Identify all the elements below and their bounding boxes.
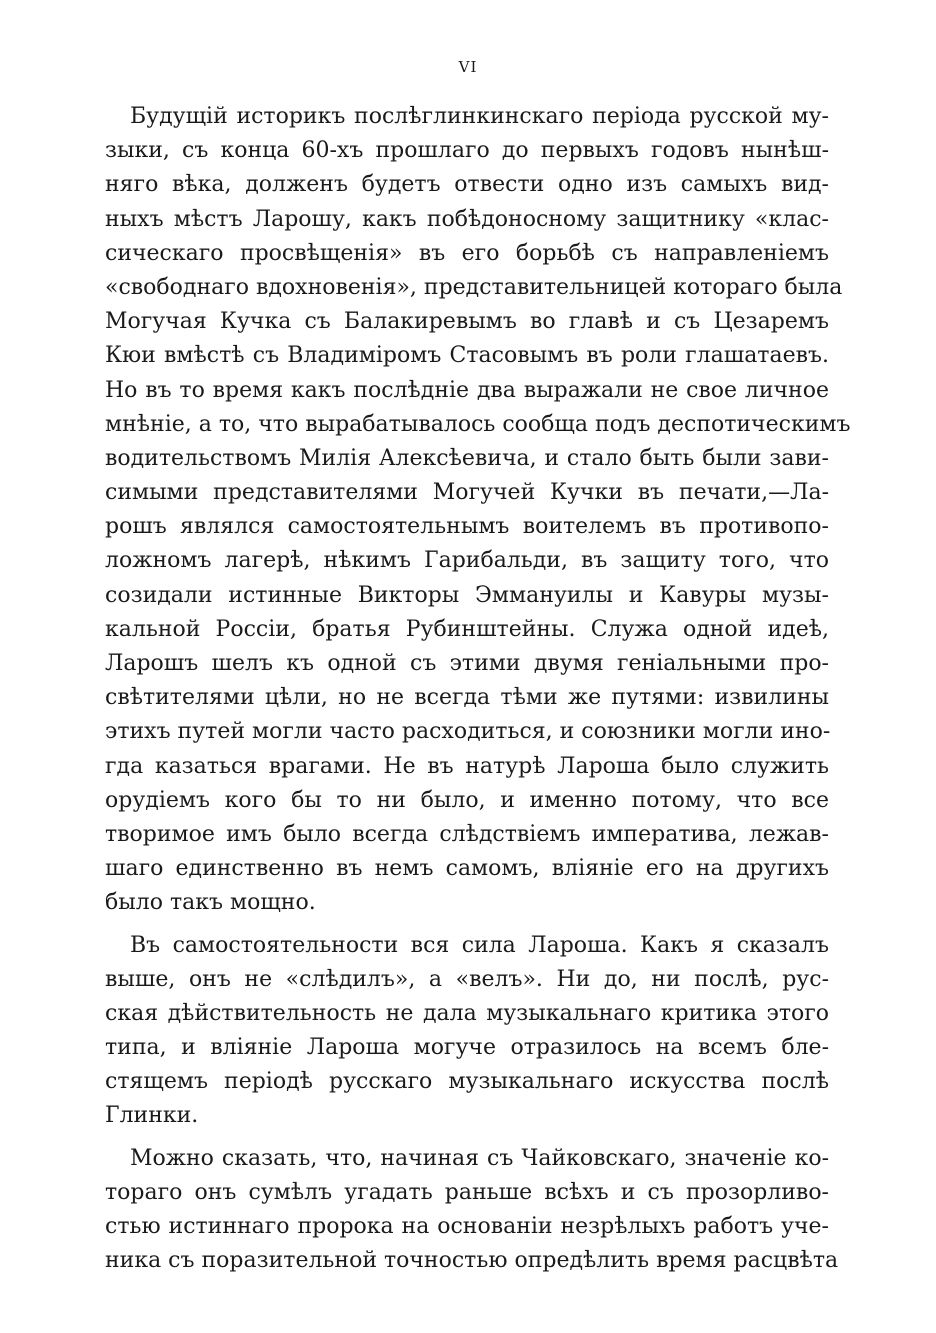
text-line: ская дѣйствительность не дала музыкальнаго критика этого [105, 1000, 829, 1026]
text-line: ныхъ мѣстъ Ларошу, какъ побѣдоносному защитнику «клас- [105, 206, 829, 232]
paragraph-1 [105, 100, 851, 921]
paragraph-gap [105, 1134, 829, 1142]
text-line: мнѣніе, а то, что вырабатывалось сообща подъ деспотическимъ [105, 411, 851, 437]
text-line: Будущій историкъ послѣглинкинскаго періода русской му- [130, 104, 829, 129]
text-line: созидали истинные Викторы Эммануилы и Кавуры музы- [105, 582, 829, 608]
text-line: Можно сказать, что, начиная съ Чайковскаго, значеніе ко- [130, 1145, 829, 1171]
text-line: Кюи вмѣстѣ съ Владиміромъ Стасовымъ въ роли глашатаевъ. [105, 343, 829, 369]
text-line: творимое имъ было всегда слѣдствіемъ императива, лежав- [105, 821, 829, 847]
text-line: стью истиннаго пророка на основаніи незрѣлыхъ работъ уче- [105, 1214, 829, 1239]
text-line: кальной Россіи, братья Рубинштейны. Служа одной идеѣ, [105, 616, 829, 642]
text-line: Но въ то время какъ послѣдніе два выражали не свое личное [105, 377, 829, 403]
text-line: этихъ путей могли часто расходиться, и союзники могли ино- [105, 719, 831, 745]
text-line: ника съ поразительной точностью опредѣлить время расцвѣта [105, 1248, 839, 1274]
text-line: гда казаться врагами. Не въ натурѣ Лароша было служить [105, 753, 829, 779]
paragraph-3 [105, 1142, 839, 1279]
text-line: Ларошъ шелъ къ одной съ этими двумя геніальными про- [105, 651, 829, 676]
text-line: ложномъ лагерѣ, нѣкимъ Гарибальди, въ защиту того, что [105, 548, 829, 574]
text-line: водительствомъ Милія Алексѣевича, и стало быть были зави- [105, 445, 829, 471]
page-number: VI [458, 58, 478, 76]
text-line: стящемъ періодѣ русскаго музыкальнаго искусства послѣ [105, 1069, 829, 1095]
text-line: типа, и вліяніе Ларошa могуче отразилось на всемъ бле- [105, 1035, 829, 1061]
body-text [105, 100, 851, 1278]
text-line: Могучая Кучка съ Балакиревымъ во главѣ и съ Цезаремъ [105, 309, 829, 335]
text-line: свѣтителями цѣли, но не всегда тѣми же путями: извилины [105, 685, 829, 711]
text-line: рошъ являлся самостоятельнымъ воителемъ въ противопо- [105, 514, 829, 540]
text-line: зыки, съ конца 60-хъ прошлаго до первыхъ годовъ нынѣш- [105, 138, 829, 164]
text-line: сическаго просвѣщенія» въ его борьбѣ съ направленіемъ [105, 240, 829, 266]
text-line: «свободнаго вдохновенія», представительницей котораго была [105, 274, 843, 300]
text-line: няго вѣка, долженъ будетъ отвести одно изъ самыхъ вид- [105, 172, 829, 198]
text-line: Въ самостоятельности вся сила Ларошa. Какъ я сказалъ [130, 932, 829, 958]
paragraph-2 [105, 929, 829, 1134]
text-line: орудіемъ кого бы то ни было, и именно потому, что все [105, 787, 829, 813]
text-line: Глинки. [105, 1103, 199, 1129]
text-line: шаго единственно въ немъ самомъ, вліяніе его на другихъ [105, 856, 829, 882]
text-line: было такъ мощно. [105, 890, 316, 916]
text-line: тораго онъ сумѣлъ угадать раньше всѣхъ и съ прозорливо- [105, 1179, 829, 1205]
paragraph-gap [105, 921, 829, 929]
text-line: симыми представителями Могучей Кучки въ печати,—Ла- [105, 480, 829, 506]
text-line: выше, онъ не «слѣдилъ», а «велъ». Ни до, ни послѣ, рус- [105, 966, 829, 992]
